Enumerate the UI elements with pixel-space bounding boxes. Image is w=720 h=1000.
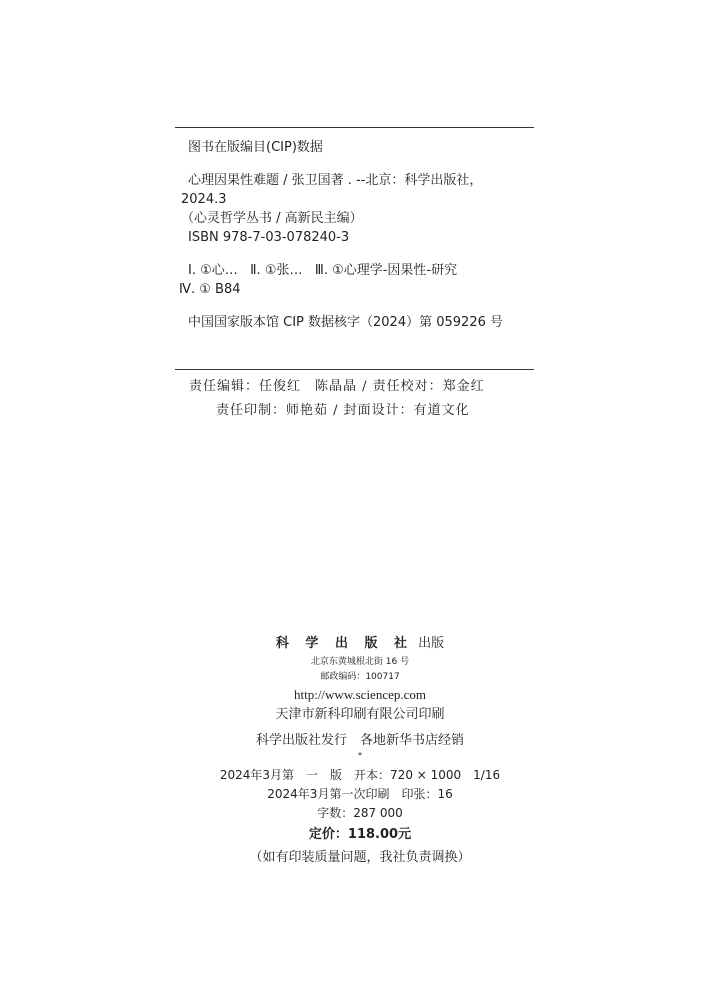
distribution-line: 科学出版社发行 各地新华书店经销	[255, 733, 464, 748]
cip-block	[175, 128, 534, 332]
publisher-address: 北京东黄城根北街 16 号	[310, 657, 410, 667]
publisher-postcode: 邮政编码：100717	[320, 672, 400, 682]
credits-editors: 责任编辑：任俊红 陈晶晶 / 责任校对：郑金红	[189, 379, 485, 394]
cip-title-line: 心理因果性难题 / 张卫国著 . --北京：科学出版社，	[188, 173, 483, 188]
cip-heading: 图书在版编目(CIP)数据	[188, 140, 323, 155]
publisher-action: 出版	[418, 636, 445, 651]
printing-line: 2024年3月第一次印刷 印张：16	[267, 787, 453, 801]
middle-rule	[175, 369, 534, 370]
edition-line: 2024年3月第 一 版 开本：720 × 1000 1/16	[219, 768, 501, 782]
credits-printing-design: 责任印制：师艳茹 / 封面设计：有道文化	[216, 403, 470, 418]
wordcount-line: 字数：287 000	[317, 806, 403, 820]
cip-year-line: 2024.3	[181, 192, 227, 207]
cip-isbn: ISBN 978-7-03-078240-3	[188, 230, 350, 245]
publisher-name-line	[150, 632, 570, 651]
credits-block	[175, 375, 534, 423]
cip-classification-2: Ⅳ. ① B84	[179, 282, 241, 297]
publisher-url: http://www.sciencep.com	[293, 687, 426, 702]
cip-classification-1: Ⅰ. ①心… Ⅱ. ①张… Ⅲ. ①心理学-因果性-研究	[188, 263, 458, 278]
quality-note: （如有印装质量问题，我社负责调换）	[249, 850, 471, 865]
printer-line: 天津市新科印刷有限公司印刷	[275, 707, 445, 722]
cip-record-number: 中国国家版本馆 CIP 数据核字（2024）第 059226 号	[188, 315, 503, 330]
price-line: 定价：118.00元	[308, 827, 412, 842]
publisher-block	[150, 632, 570, 869]
cip-series-line: （心灵哲学丛书 / 高新民主编）	[181, 211, 363, 226]
publisher-name: 科 学 出 版 社	[275, 636, 413, 651]
separator-star: *	[358, 751, 362, 760]
